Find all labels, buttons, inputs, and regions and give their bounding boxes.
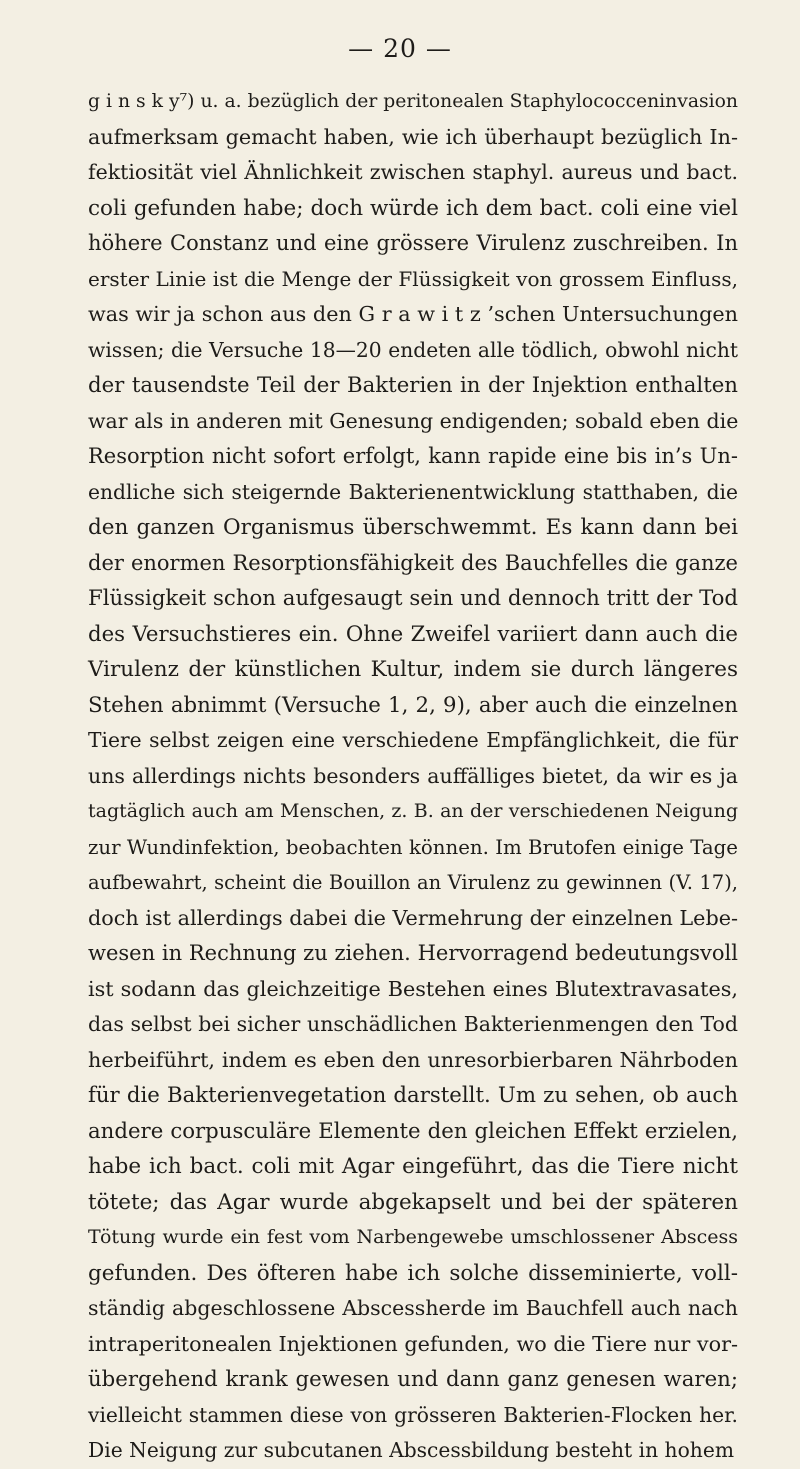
text-line: intraperitonealen Injektionen gefunden, wo die Tiere nur vor- — [88, 1331, 739, 1356]
text-line: herbeiführt, indem es eben den unresorbierbaren Nährboden — [88, 1047, 738, 1072]
body-text — [88, 84, 738, 1469]
page-number: — 20 — — [348, 34, 452, 63]
text-line: Flüssigkeit schon aufgesaugt sein und dennoch tritt der Tod — [88, 586, 738, 611]
text-line: Die Neigung zur subcutanen Abscessbildung besteht in hohem — [88, 1438, 735, 1462]
text-line: Resorption nicht sofort erfolgt, kann rapide eine bis in’s Un- — [88, 444, 738, 468]
text-line: zur Wundinfektion, beobachten können. Im Brutofen einige Tage — [88, 835, 738, 859]
text-line: was wir ja schon aus den G r a w i t z ’schen Untersuchungen — [88, 302, 738, 326]
text-line: habe ich bact. coli mit Agar eingeführt, das die Tiere nicht — [88, 1154, 738, 1179]
text-line: doch ist allerdings dabei die Vermehrung der einzelnen Lebe- — [88, 905, 739, 930]
text-line: wissen; die Versuche 18—20 endeten alle tödlich, obwohl nicht — [88, 337, 738, 362]
text-line: coli gefunden habe; doch würde ich dem bact. coli eine viel — [88, 195, 738, 221]
text-line: Stehen abnimmt (Versuche 1, 2, 9), aber auch die einzelnen — [88, 692, 738, 718]
text-line: Tiere selbst zeigen eine verschiedene Empfänglichkeit, die für — [88, 728, 738, 752]
text-line: andere corpusculäre Elemente den gleichen Effekt erzielen, — [88, 1118, 738, 1144]
text-line: uns allerdings nichts besonders auffälliges bietet, da wir es ja — [88, 763, 738, 788]
text-line: Virulenz der künstlichen Kultur, indem sie durch längeres — [88, 657, 738, 682]
text-line: erster Linie ist die Menge der Flüssigkeit von grossem Einfluss, — [88, 266, 738, 291]
text-line: g i n s k y⁷) u. a. bezüglich der peritonealen Staphylococceninvasion — [88, 91, 738, 112]
text-line: wesen in Rechnung zu ziehen. Hervorragend bedeutungsvoll — [88, 941, 738, 965]
text-line: endliche sich steigernde Bakterienentwicklung statthaben, die — [88, 479, 738, 504]
text-line: tötete; das Agar wurde abgekapselt und bei der späteren — [88, 1189, 738, 1215]
text-line: fektiosität viel Ähnlichkeit zwischen staphyl. aureus und bact. — [88, 160, 738, 184]
text-line: ständig abgeschlossene Abscessherde im Bauchfell auch nach — [88, 1296, 738, 1320]
text-line: der enormen Resorptionsfähigkeit des Bauchfelles die ganze — [88, 550, 738, 575]
text-line: ist sodann das gleichzeitige Bestehen eines Blutextravasates, — [88, 976, 738, 1001]
text-line: gefunden. Des öfteren habe ich solche disseminierte, voll- — [88, 1260, 738, 1286]
text-line: übergehend krank gewesen und dann ganz genesen waren; — [88, 1367, 738, 1392]
text-line: der tausendste Teil der Bakterien in der Injektion enthalten — [88, 373, 738, 398]
text-line: den ganzen Organismus überschwemmt. Es kann dann bei — [88, 515, 738, 540]
text-line: für die Bakterienvegetation darstellt. Um zu sehen, ob auch — [88, 1083, 738, 1108]
text-line: aufbewahrt, scheint die Bouillon an Virulenz zu gewinnen (V. 17), — [88, 871, 738, 894]
text-line: Tötung wurde ein fest vom Narbengewebe umschlossener Abscess — [88, 1226, 738, 1248]
text-line: höhere Constanz und eine grössere Virulenz zuschreiben. In — [88, 231, 738, 255]
text-line: des Versuchstieres ein. Ohne Zweifel variiert dann auch die — [88, 621, 738, 647]
text-line: war als in anderen mit Genesung endigenden; sobald eben die — [88, 408, 739, 433]
text-line: vielleicht stammen diese von grösseren Bakterien-Flocken her. — [88, 1402, 738, 1427]
text-line: aufmerksam gemacht haben, wie ich überhaupt bezüglich In- — [88, 124, 738, 149]
text-line: tagtäglich auch am Menschen, z. B. an der verschiedenen Neigung — [88, 800, 738, 822]
text-line: das selbst bei sicher unschädlichen Bakterienmengen den Tod — [88, 1012, 738, 1036]
